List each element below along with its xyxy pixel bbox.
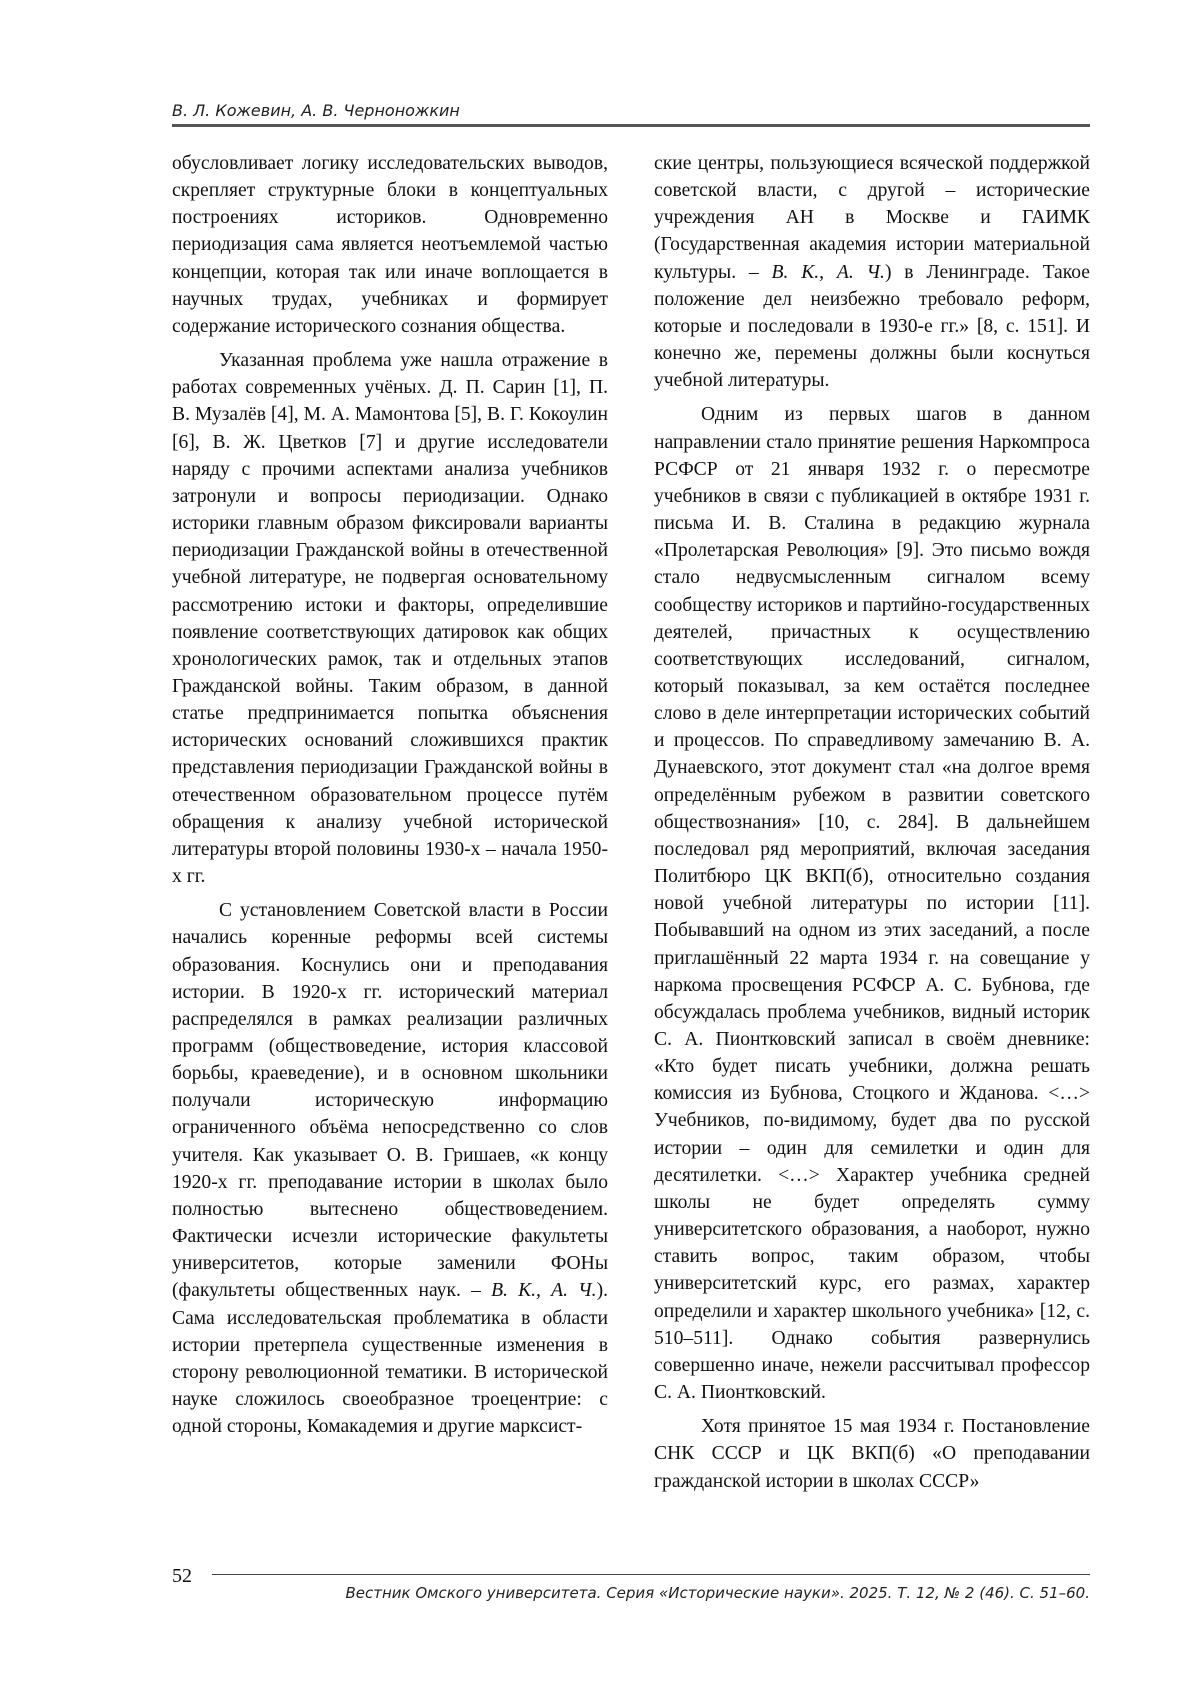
paragraph-text: С установлением Советской власти в России начались коренные реформы всей системы образования. Коснулись они и преподавания истории. В 1920-х гг. исторический материал распределялся в рамках реализации различных программ (обществоведение, история классовой борьбы, краеведение), и в основном школьники получали историческую информацию ограниченного объёма непосредственно со слов учителя. Как указывает О. В. Гришаев, «к концу 1920-х гг. преподавание истории в школах было полностью вытеснено обществоведением. Фактически исчезли исторические факультеты университетов, которые заменили ФОНы (факультеты общественных наук. –	[172, 900, 608, 1302]
paragraph: Указанная проблема уже нашла отражение в работах современных учёных. Д. П. Сарин [1], П. В. Музалёв [4], М. А. Мамонтова [5], В. Г. Кокоулин [6], В. Ж. Цветков [7] и другие исследователи наряду с прочими аспектами анализа учебников затронули и вопросы периодизации. Однако историки главным образом фиксировали варианты периодизации Гражданской войны в отечественной учебной литературе, не подвергая основательному рассмотрению истоки и факторы, определившие появление соответствующих датировок как общих хронологических рамок, так и отдельных этапов Гражданской войны. Таким образом, в данной статье предпринимается попытка объяснения исторических оснований сложившихся практик представления периодизации Гражданской войны в отечественном образовательном процессе путём обращения к анализу учебной исторической литературы второй половины 1930-х – начала 1950-х гг.	[172, 350, 608, 888]
left-column	[172, 150, 608, 1440]
header-divider	[172, 124, 1090, 127]
page-number: 52	[172, 1565, 192, 1587]
author-initials: В. К., А. Ч.	[771, 261, 885, 283]
paragraph: Хотя принятое 15 мая 1934 г. Постановление СНК СССР и ЦК ВКП(б) «О преподавании гражданской истории в школах СССР»	[654, 1416, 1090, 1492]
author-initials: В. К., А. Ч.	[491, 1280, 597, 1302]
paragraph-text: ) в Ленинграде. Такое положение дел неизбежно требовало реформ, которые и последовали в 1930-е гг.» [8, с. 151]. И конечно же, перемены должны были коснуться учебной литературы.	[654, 261, 1091, 392]
paragraph	[172, 897, 608, 1440]
right-column	[654, 150, 1090, 1495]
paragraph: обусловливает логику исследовательских выводов, скрепляет структурные блоки в концептуальных построениях историков. Одновременно периодизация сама является неотъемлемой частью концепции, которая так или иначе воплощается в научных трудах, учебниках и формирует содержание исторического сознания общества.	[172, 153, 608, 337]
paragraph-text: ские центры, пользующиеся всяческой поддержкой советской власти, с другой – исторические учреждения АН в Москве и ГАИМК (Государственная академия истории материальной культуры. –	[654, 153, 1090, 283]
paragraph	[654, 150, 1090, 394]
paragraph: Одним из первых шагов в данном направлении стало принятие решения Наркомпроса РСФСР от 21 января 1932 г. о пересмотре учебников в связи с публикацией в октябре 1931 г. письма И. В. Сталина в редакцию журнала «Пролетарская Революция» [9]. Это письмо вождя стало недвусмысленным сигналом всему сообществу историков и партийно-государственных деятелей, причастных к осуществлению соответствующих исследований, сигналом, который показывал, за кем остаётся последнее слово в деле интерпретации исторических событий и процессов. По справедливому замечанию В. А. Дунаевского, этот документ стал «на долгое время определённым рубежом в развитии советского обществознания» [10, с. 284]. В дальнейшем последовал ряд мероприятий, включая заседания Политбюро ЦК ВКП(б), относительно создания новой учебной литературы по истории [11]. Побывавший на одном из этих заседаний, а после приглашённый 22 марта 1934 г. на совещание у наркома просвещения РСФСР А. С. Бубнова, где обсуждалась проблема учебников, видный историк С. А. Пионтковский записал в своём дневнике: «Кто будет писать учебники, должна решать комиссия из Бубнова, Стоцкого и Жданова. <…> Учебников, по-видимому, будет два по русской истории – один для семилетки и один для десятилетки. <…> Характер учебника средней школы не будет определять сумму университетского образования, а наоборот, нужно ставить вопрос, таким образом, чтобы университетский курс, его размах, характер определили и характер школьного учебника» [12, с. 510–511]. Однако события развернулись совершенно иначе, нежели рассчитывал профессор С. А. Пионтковский.	[654, 404, 1090, 1404]
journal-citation: Вестник Омского университета. Серия «Исторические науки». 2025. Т. 12, № 2 (46). С. 51–60.	[345, 1584, 1090, 1602]
paragraph-text: ). Сама исследовательская проблематика в области истории претерпела существенные изменения в сторону революционной тематики. В исторической науке сложилось своеобразное троецентрие: с одной стороны, Комакадемия и другие марксист-	[172, 1280, 608, 1438]
running-header: В. Л. Кожевин, А. В. Черноножкин	[172, 101, 460, 120]
footer-divider	[212, 1574, 1090, 1575]
